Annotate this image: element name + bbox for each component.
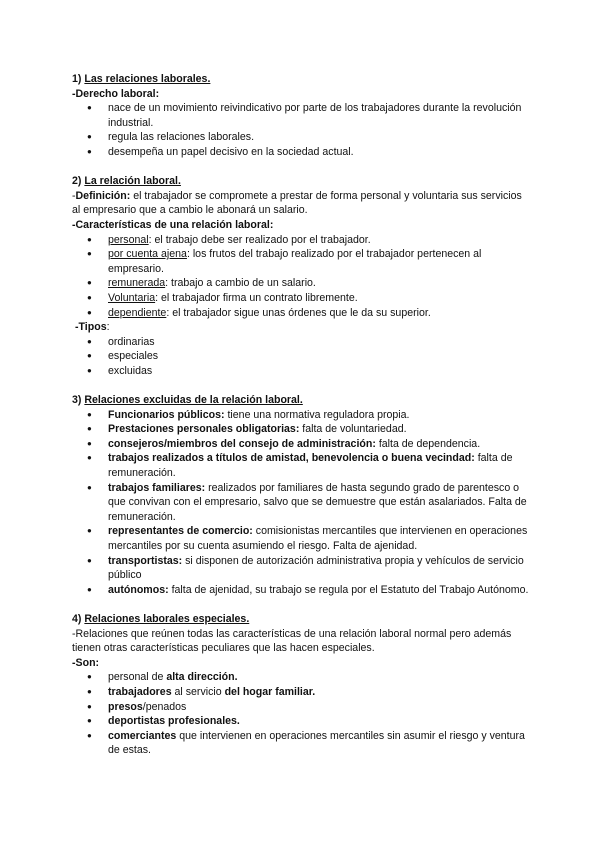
list-item [72, 583, 532, 598]
term-personal: personal [108, 233, 149, 246]
section-3-heading [72, 393, 532, 408]
section-2-number: 2) [72, 175, 82, 188]
item-pre: personal de [108, 671, 167, 684]
list-item: ● nace de un movimiento reivindicativo por parte de los trabajadores durante la revolución industrial. [72, 101, 532, 130]
list-item [72, 481, 532, 525]
term: transportistas: [108, 554, 183, 567]
list-item: ● ordinarias [72, 335, 532, 350]
tipos-label [72, 320, 532, 335]
document-page [72, 72, 532, 758]
list-item [72, 451, 532, 480]
list-item [72, 714, 532, 729]
term: representantes de comercio: [108, 525, 253, 538]
section-4-heading [72, 612, 532, 627]
definicion-label: Definición: [75, 189, 131, 202]
term: consejeros/miembros del consejo de administración: [108, 437, 376, 450]
list-item [72, 685, 532, 700]
section-3-number: 3) [72, 394, 82, 407]
item-bold: presos [108, 700, 143, 713]
excluidas-list [72, 408, 532, 598]
list-item [72, 437, 532, 452]
list-item [72, 276, 532, 291]
caracteristicas-label: -Características de una relación laboral: [72, 218, 274, 231]
especiales-intro: -Relaciones que reúnen todas las características de una relación laboral normal pero además tienen otras características peculiares que las hacen especiales. [72, 627, 512, 655]
section-2-heading [72, 174, 532, 189]
term-text: comisionistas mercantiles que intervienen en operaciones mercantiles por su cuenta asumiendo el riesgo. Falta de ajenidad. [108, 525, 528, 552]
section-1-title: Las relaciones laborales. [84, 73, 211, 85]
term-text: falta de dependencia. [375, 437, 481, 450]
item-bold: comerciantes [108, 729, 177, 742]
item-post: que intervienen en operaciones mercantiles sin asumir el riesgo y ventura de estas. [108, 729, 525, 757]
list-item: ● especiales [72, 349, 532, 364]
list-item [72, 700, 532, 715]
list-item [72, 247, 532, 276]
term: Funcionarios públicos: [108, 408, 225, 421]
list-item [72, 422, 532, 437]
section-1-heading [72, 72, 532, 87]
term-text: falta de ajenidad, su trabajo se regula por el Estatuto del Trabajo Autónomo. [168, 583, 529, 596]
term-text: : los frutos del trabajo realizado por el trabajador pertenecen al empresario. [108, 248, 482, 275]
item-bold: alta dirección. [166, 671, 238, 684]
list-item [72, 524, 532, 553]
item-bold-tail: del hogar familiar. [224, 685, 316, 698]
caracteristicas-list [72, 233, 532, 321]
term-remunerada: remunerada [108, 277, 166, 290]
list-item [72, 291, 532, 306]
term: autónomos: [108, 583, 169, 596]
term-text: : trabajo a cambio de un salario. [165, 277, 316, 290]
son-label: -Son: [72, 656, 100, 669]
term-text: : el trabajador sigue unas órdenes que le da su superior. [166, 306, 431, 319]
section-4-title: Relaciones laborales especiales. [84, 612, 250, 625]
term-text: si disponen de autorización administrativa propia y vehículos de servicio público [108, 554, 524, 582]
especiales-list [72, 670, 532, 758]
item-post: al servicio [171, 685, 225, 698]
term-text: : el trabajador firma un contrato libremente. [155, 291, 358, 304]
section-1-number: 1) [72, 73, 82, 85]
term-dependiente: dependiente [108, 306, 167, 319]
tipos-colon: : [106, 321, 110, 334]
section-4-number: 4) [72, 612, 82, 625]
item-bold: deportistas profesionales. [108, 715, 240, 728]
term: Prestaciones personales obligatorias: [108, 423, 300, 436]
list-item [72, 306, 532, 321]
section-2-title: La relación laboral. [84, 175, 181, 188]
term-text: falta de remuneración. [108, 452, 513, 480]
tipos-label-text: -Tipos [75, 321, 107, 334]
list-item: ● regula las relaciones laborales. [72, 130, 532, 145]
item-post: /penados [142, 700, 187, 713]
derecho-laboral-label: -Derecho laboral: [72, 87, 160, 100]
list-item [72, 408, 532, 423]
list-item [72, 233, 532, 248]
list-item [72, 670, 532, 685]
term-text: : el trabajo debe ser realizado por el trabajador. [148, 233, 371, 246]
term-text: falta de voluntariedad. [299, 423, 407, 436]
derecho-laboral-list [72, 101, 532, 159]
list-item [72, 554, 532, 583]
term: trabajos familiares: [108, 481, 206, 494]
list-item [72, 729, 532, 758]
term-voluntaria: Voluntaria [108, 291, 156, 304]
tipos-list [72, 335, 532, 379]
definicion-text: el trabajador se compromete a prestar de forma personal y voluntaria sus servicios al empresario que a cambio le abonará un salario. [72, 189, 522, 217]
item-bold: trabajadores [108, 685, 172, 698]
list-item: ● excluidas [72, 364, 532, 379]
term: trabajos realizados a títulos de amistad, benevolencia o buena vecindad: [108, 452, 475, 465]
term-text: realizados por familiares de hasta segundo grado de parentesco o que convivan con el empresario, salvo que se demuestre que están asalariados. Falta de remuneración. [108, 481, 527, 523]
list-item: ● desempeña un papel decisivo en la sociedad actual. [72, 145, 532, 160]
term-text: tiene una normativa reguladora propia. [224, 408, 410, 421]
section-3-title: Relaciones excluidas de la relación laboral. [84, 394, 303, 407]
definicion-paragraph: -Definición: el trabajador se compromete a prestar de forma personal y voluntaria sus servicios al empresario que a cambio le abonará un salario. [72, 189, 522, 217]
term-por-cuenta-ajena: por cuenta ajena [108, 248, 187, 261]
